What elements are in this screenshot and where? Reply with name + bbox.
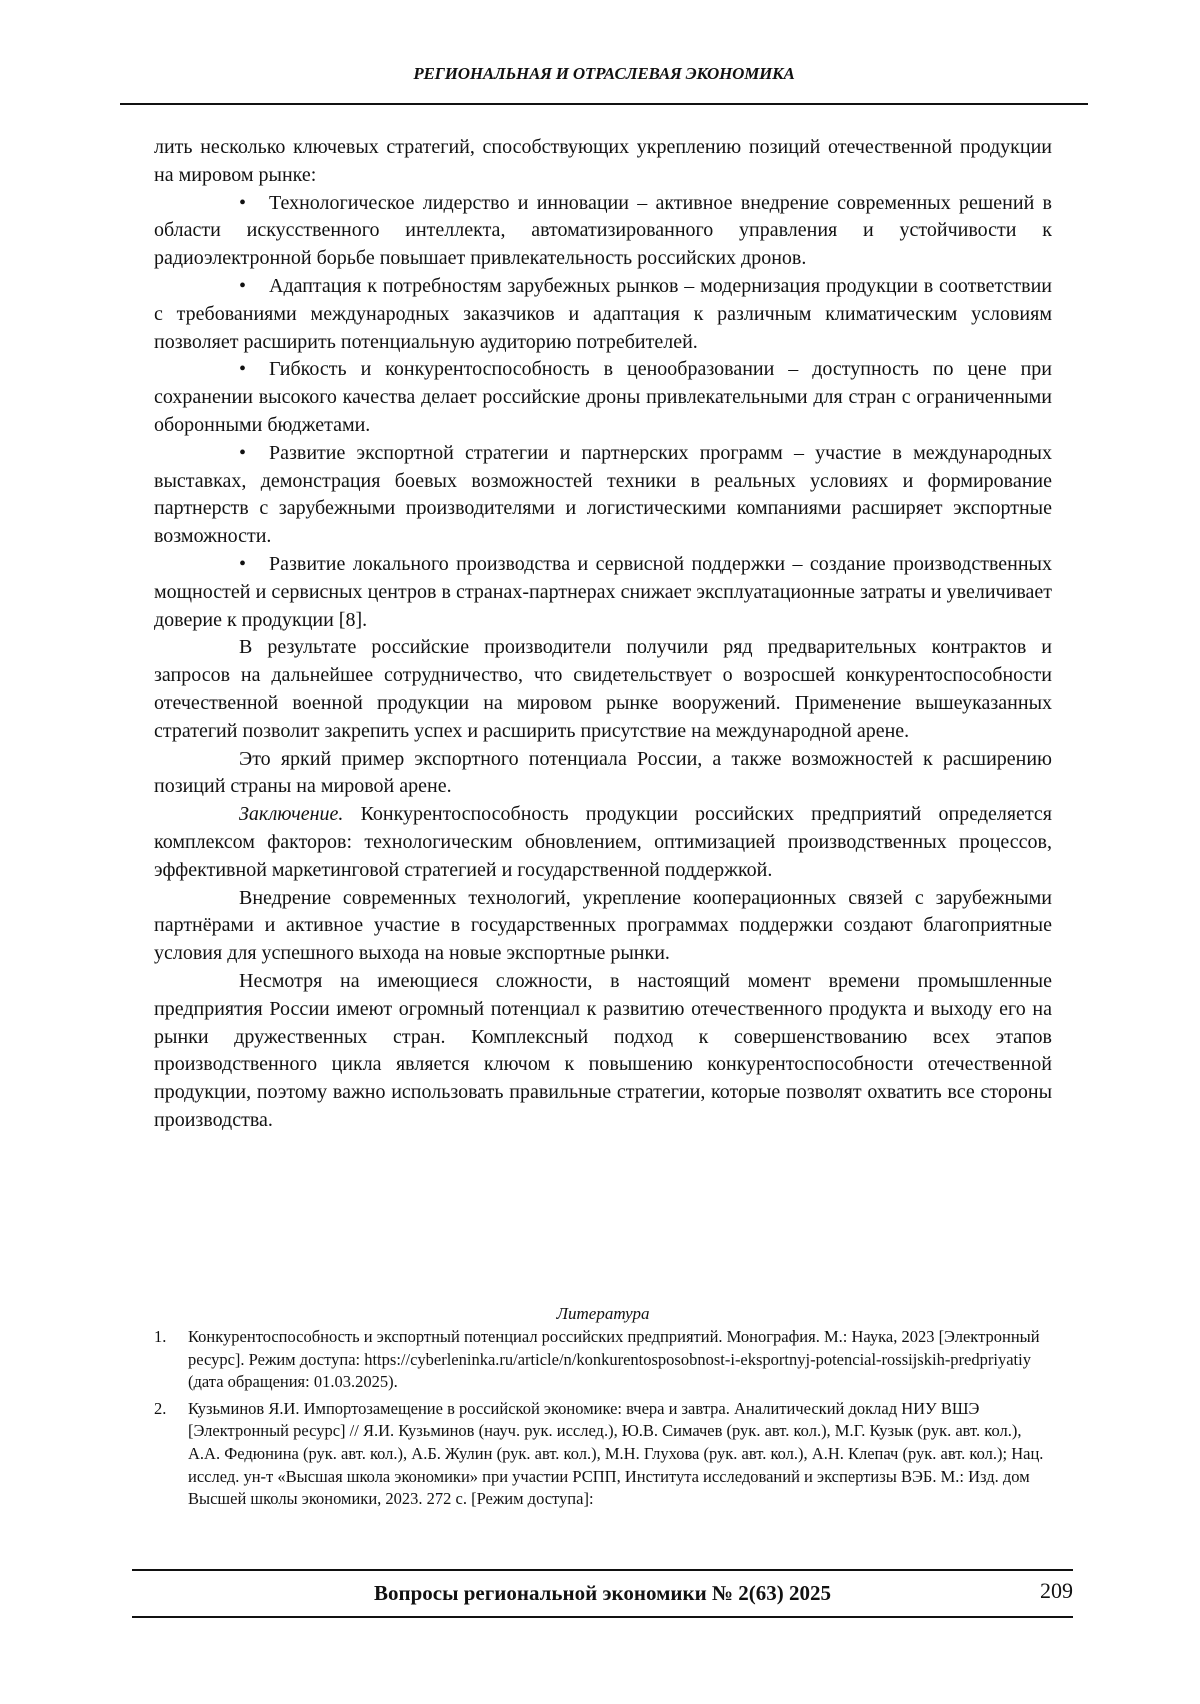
article-body: [154, 134, 1052, 1135]
references-list: [154, 1326, 1052, 1515]
reference-text: Конкурентоспособность и экспортный потенциал российских предприятий. Монография. М.: Наука, 2023 [Электронный ресурс]. Режим доступа: https://cyberleninka.ru/article/n/konkurentosposobnost-i-eksportnyj-potencial-rossijskih-predpriyatiy (дата обращения: 01.03.2025).: [188, 1327, 1040, 1392]
reference-number: 1.: [154, 1327, 167, 1346]
reference-item: [154, 1326, 1052, 1394]
paragraph-example: Это яркий пример экспортного потенциала России, а также возможностей к расширению позиций страны на мировой арене.: [154, 747, 1052, 798]
page-footer: [132, 1578, 1073, 1612]
bullet-icon: •: [239, 191, 247, 214]
reference-text: Кузьминов Я.И. Импортозамещение в российской экономике: вчера и завтра. Аналитический доклад НИУ ВШЭ [Электронный ресурс] // Я.И. Кузьминов (науч. рук. исслед.), Ю.В. Симачев (рук. авт. кол.), М.Г. Кузык (рук. авт. кол.), А.А. Федюнина (рук. авт. кол.), А.Б. Жулин (рук. авт. кол.), М.Н. Глухова (рук. авт. кол.), А.Н. Клепач (рук. авт. кол.); Нац. исслед. ун-т «Высшая школа экономики» при участии РСПП, Института исследований и экспертизы ВЭБ. М.: Изд. дом Высшей школы экономики, 2023. 272 с. [Режим доступа]:: [188, 1398, 1044, 1509]
bullet-item: [154, 440, 1052, 551]
bullet-icon: •: [239, 274, 247, 297]
bullet-icon: •: [239, 358, 247, 381]
footer-rule-bottom: [132, 1616, 1073, 1618]
journal-title: Вопросы региональной экономики № 2(63) 2025: [373, 1581, 832, 1605]
bullet-text: Технологическое лидерство и инновации – активное внедрение современных решений в области искусственного интеллекта, автоматизированного управления и устойчивости к радиоэлектронной борьбе повышает привлекательность российских дронов.: [154, 191, 1052, 270]
bullet-item: [154, 356, 1052, 439]
paragraph-conclusion: [154, 801, 1052, 884]
paragraph-results: В результате российские производители получили ряд предварительных контрактов и запросов на дальнейшее сотрудничество, что свидетельствует о возросшей конкурентоспособности отечественной военной продукции на мировом рынке вооружений. Применение вышеуказанных стратегий позволит закрепить успех и расширить присутствие на международной арене.: [154, 636, 1052, 742]
bullet-item: [154, 190, 1052, 273]
references-title: Литература: [556, 1304, 650, 1323]
bullet-icon: •: [239, 441, 247, 464]
bullet-icon: •: [239, 552, 247, 575]
bullet-item: [154, 551, 1052, 634]
footer-rule-top: [132, 1569, 1073, 1571]
header-rule: [120, 103, 1088, 105]
bullet-text: Развитие экспортной стратегии и партнерских программ – участие в международных выставках, демонстрация боевых возможностей техники в реальных условиях и формирование партнерств с зарубежными производителями и логистическими компаниями расширяет экспортные возможности.: [154, 441, 1052, 548]
conclusion-text: Конкурентоспособность продукции российских предприятий определяется комплексом факторов: технологическим обновлением, оптимизацией производственных процессов, эффективной маркетинговой стратегией и государственной поддержкой.: [154, 803, 1052, 881]
page-number: 209: [1040, 1578, 1073, 1603]
reference-number: 2.: [154, 1398, 167, 1418]
bullet-text: Развитие локального производства и сервисной поддержки – создание производственных мощностей и сервисных центров в странах-партнерах снижает эксплуатационные затраты и увеличивает доверие к продукции [8].: [154, 552, 1052, 631]
conclusion-label: Заключение.: [239, 803, 344, 826]
paragraph-continuation: лить несколько ключевых стратегий, способствующих укреплению позиций отечественной продукции на мировом рынке:: [154, 136, 1052, 186]
bullet-text: Адаптация к потребностям зарубежных рынков – модернизация продукции в соответствии с требованиями международных заказчиков и адаптация к различным климатическим условиям позволяет расширить потенциальную аудиторию потребителей.: [154, 274, 1052, 353]
reference-item: [154, 1398, 1052, 1511]
paragraph-final: Несмотря на имеющиеся сложности, в настоящий момент времени промышленные предприятия России имеют огромный потенциал к развитию отечественного продукта и выходу его на рынки дружественных стран. Комплексный подход к совершенствованию всех этапов производственного цикла является ключом к повышению конкурентоспособности отечественной продукции, поэтому важно использовать правильные стратегии, которые позволят охватить все стороны производства.: [154, 969, 1052, 1131]
running-head: РЕГИОНАЛЬНАЯ И ОТРАСЛЕВАЯ ЭКОНОМИКА: [413, 64, 795, 83]
paragraph-technologies: Внедрение современных технологий, укрепление кооперационных связей с зарубежными партнёрами и активное участие в государственных программах поддержки создают благоприятные условия для успешного выхода на новые экспортные рынки.: [154, 886, 1052, 965]
bullet-text: Гибкость и конкурентоспособность в ценообразовании – доступность по цене при сохранении высокого качества делает российские дроны привлекательными для стран с ограниченными оборонными бюджетами.: [154, 358, 1052, 436]
bullet-item: [154, 273, 1052, 356]
